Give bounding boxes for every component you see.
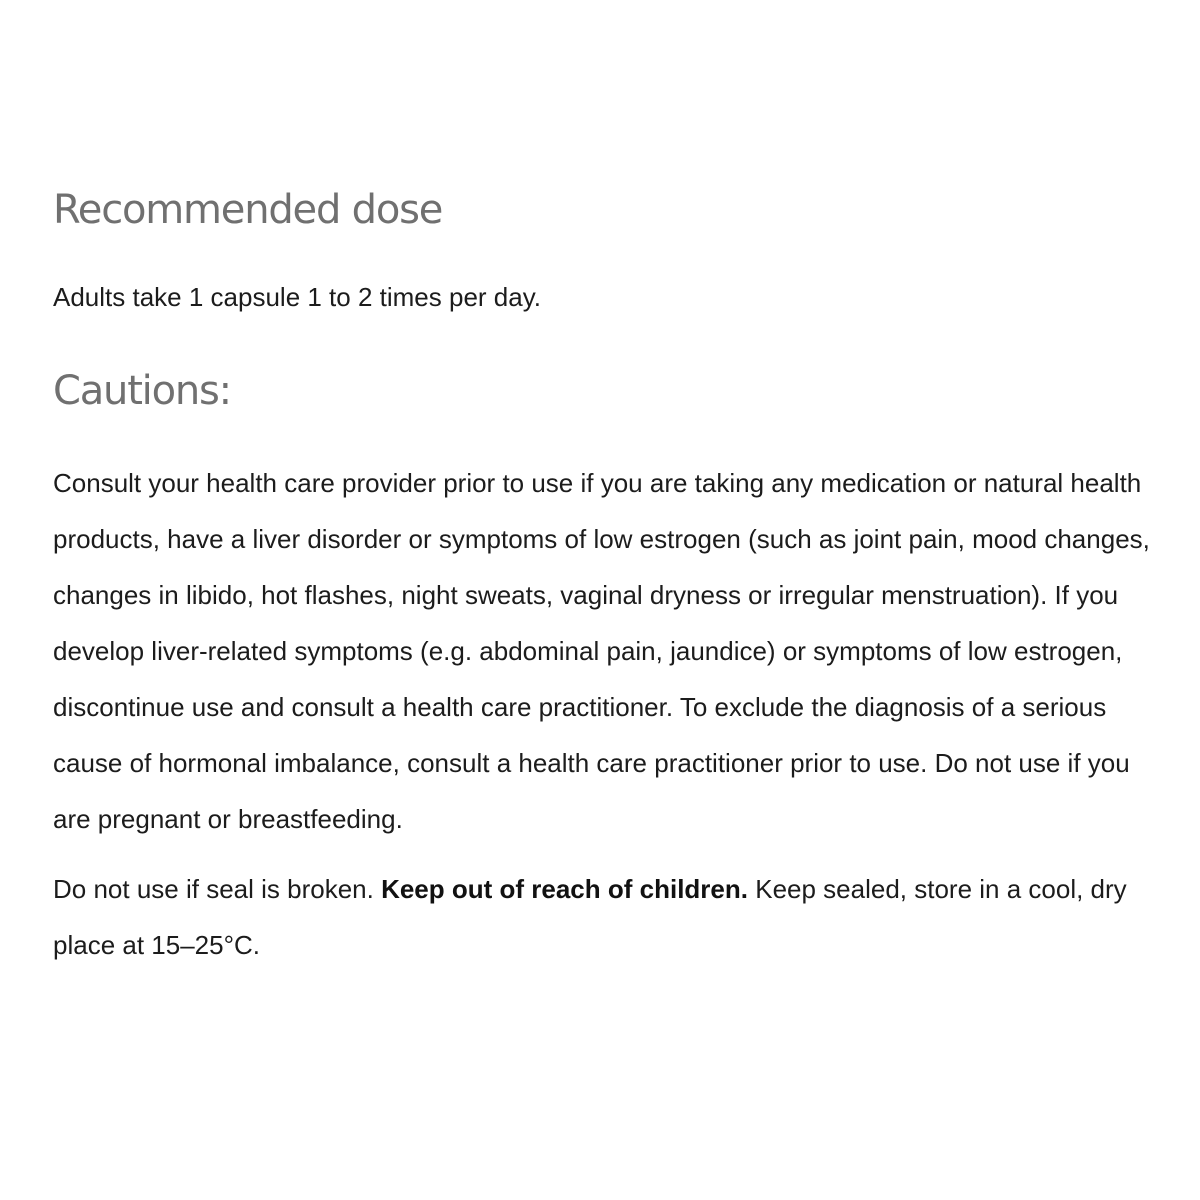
- cautions-heading: Cautions:: [53, 368, 231, 414]
- cautions-paragraph: Consult your health care provider prior to use if you are taking any medication or natural health products, have a liver disorder or symptoms of low estrogen (such as joint pain, mood changes, changes in libido, hot flashes, night sweats, vaginal dryness or irregular menstruation). If you develop liver-related symptoms (e.g. abdominal pain, jaundice) or symptoms of low estrogen, discontinue use and consult a health care practitioner. To exclude the diagnosis of a serious cause of hormonal imbalance, consult a health care practitioner prior to use. Do not use if you are pregnant or breastfeeding.: [53, 468, 1150, 834]
- storage-suffix-text: Keep sealed, store in a cool, dry place at 15–25°C.: [53, 874, 1127, 960]
- recommended-dose-heading: Recommended dose: [53, 187, 443, 233]
- storage-paragraph: [53, 861, 1173, 973]
- storage-prefix-text: Do not use if seal is broken.: [53, 874, 382, 904]
- dose-instructions: Adults take 1 capsule 1 to 2 times per day.: [53, 282, 542, 312]
- product-info-content: [53, 178, 1173, 973]
- keep-away-from-children-warning: Keep out of reach of children.: [381, 874, 748, 904]
